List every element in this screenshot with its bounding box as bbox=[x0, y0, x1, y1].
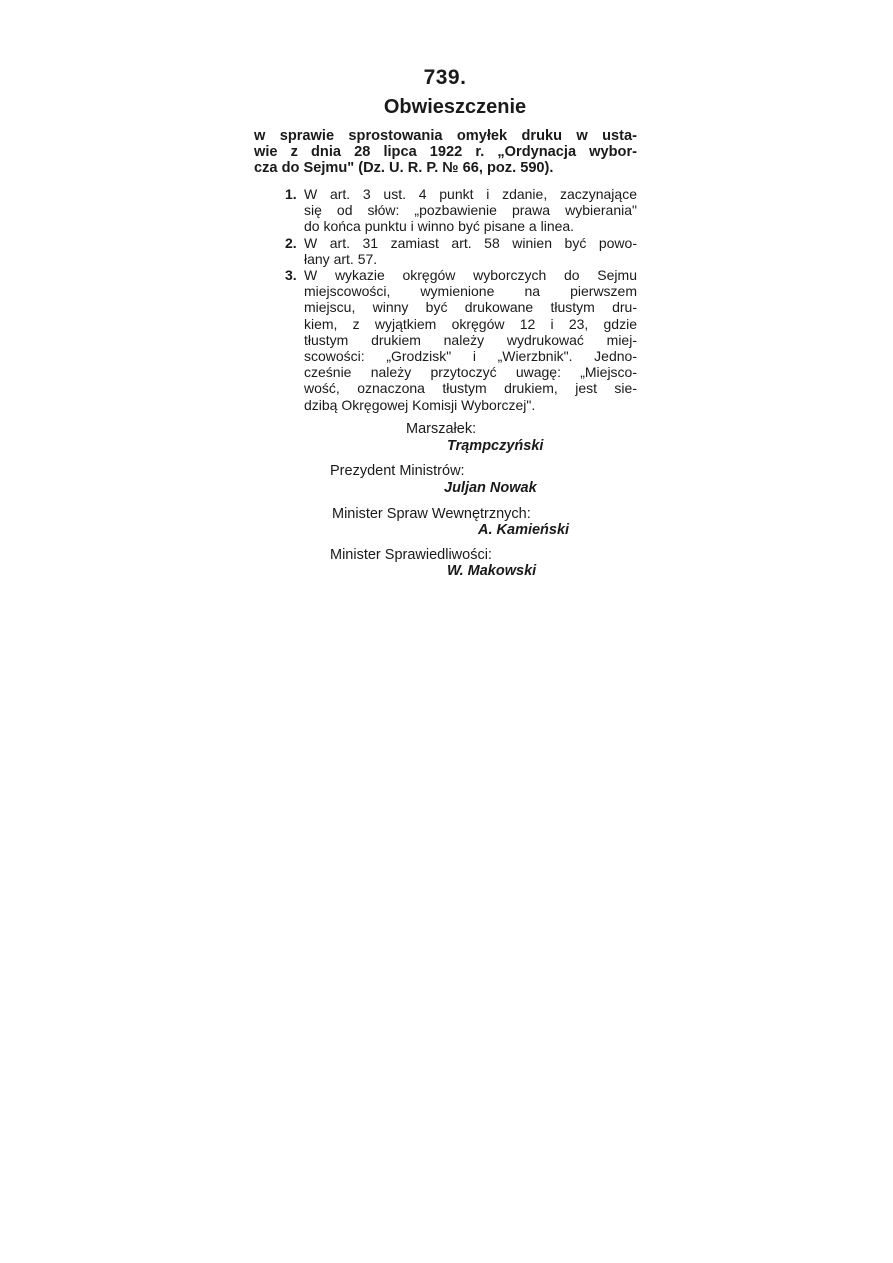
list-item bbox=[285, 267, 637, 413]
item-line: miejscu, winny być drukowane tłustym dru- bbox=[304, 299, 637, 316]
subtitle-line: cza do Sejmu" (Dz. U. R. P. № 66, poz. 590). bbox=[254, 160, 554, 176]
signature-role: Minister Sprawiedliwości: bbox=[330, 547, 492, 563]
item-number: 1. bbox=[285, 186, 297, 202]
signature-role: Minister Spraw Wewnętrznych: bbox=[332, 506, 531, 522]
item-line: wość, oznaczona tłustym drukiem, jest sie- bbox=[304, 380, 637, 397]
document-title: Obwieszczenie bbox=[383, 96, 527, 118]
item-line: dzibą Okręgowej Komisji Wyborczej". bbox=[304, 396, 536, 413]
item-line: scowości: „Grodzisk" i „Wierzbnik". Jedno- bbox=[304, 348, 637, 365]
list-item bbox=[285, 235, 637, 267]
item-line: miejscowości, wymienione na pierwszem bbox=[304, 283, 637, 300]
document-subtitle bbox=[254, 128, 637, 176]
list-item bbox=[285, 186, 637, 235]
item-line: W art. 3 ust. 4 punkt i zdanie, zaczynające bbox=[304, 186, 637, 202]
item-line: łany art. 57. bbox=[304, 250, 378, 267]
signature-name: A. Kamieński bbox=[478, 522, 570, 538]
signature-name: Juljan Nowak bbox=[444, 480, 537, 496]
signature-name: W. Makowski bbox=[447, 563, 537, 579]
signature-role: Prezydent Ministrów: bbox=[330, 463, 465, 479]
subtitle-line: w sprawie sprostowania omyłek druku w usta- bbox=[254, 128, 637, 144]
item-number: 3. bbox=[285, 267, 297, 284]
signature-name: Trąmpczyński bbox=[447, 438, 544, 454]
item-text bbox=[304, 235, 637, 267]
item-line: tłustym drukiem należy wydrukować miej- bbox=[304, 331, 637, 348]
item-line: kiem, z wyjątkiem okręgów 12 i 23, gdzie bbox=[304, 315, 637, 332]
item-text bbox=[304, 186, 637, 235]
item-line: do końca punktu i winno być pisane a linea. bbox=[304, 218, 575, 235]
correction-list bbox=[285, 186, 637, 413]
subtitle-line: wie z dnia 28 lipca 1922 r. „Ordynacja wybor- bbox=[254, 144, 637, 160]
item-line: W art. 31 zamiast art. 58 winien być powo- bbox=[304, 234, 637, 251]
item-number: 2. bbox=[285, 234, 297, 251]
signature-role: Marszałek: bbox=[406, 421, 477, 437]
item-line: cześnie należy przytoczyć uwagę: „Miejsco- bbox=[304, 364, 637, 381]
page-number: 739. bbox=[423, 66, 467, 89]
item-line: W wykazie okręgów wyborczych do Sejmu bbox=[304, 267, 637, 284]
item-text bbox=[304, 267, 637, 413]
item-line: się od słów: „pozbawienie prawa wybierania" bbox=[304, 202, 637, 219]
